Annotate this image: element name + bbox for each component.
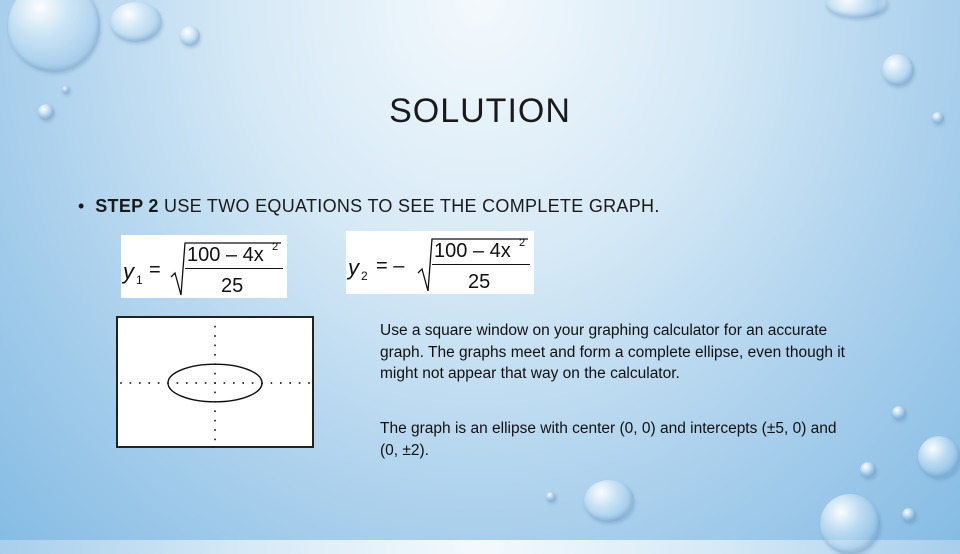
x-axis-tick	[130, 382, 132, 384]
x-axis-tick	[242, 382, 244, 384]
calculator-graph	[116, 316, 314, 448]
x-axis-tick	[271, 382, 273, 384]
x-axis-tick	[158, 382, 160, 384]
y-axis-tick	[214, 373, 216, 375]
slide-title: SOLUTION	[389, 92, 571, 130]
y-axis-tick	[214, 420, 216, 422]
eq2-variable: y	[348, 255, 359, 280]
y-axis-tick	[214, 382, 216, 384]
eq1-variable: y	[123, 259, 134, 284]
x-axis-tick	[195, 382, 197, 384]
droplet-decoration	[826, 0, 888, 18]
step-label: STEP 2	[95, 196, 159, 216]
eq2-numerator: 100 – 4x	[434, 240, 511, 262]
y-axis-tick	[214, 335, 216, 337]
equation-y1	[121, 235, 287, 298]
droplet-decoration	[918, 436, 960, 478]
x-axis-tick	[224, 382, 226, 384]
droplet-decoration	[180, 26, 200, 46]
x-axis-tick	[308, 382, 310, 384]
eq1-subscript: 1	[136, 273, 143, 287]
x-axis-tick	[148, 382, 150, 384]
x-axis-tick	[139, 382, 141, 384]
eq2-equals-minus: = –	[376, 255, 405, 277]
y-axis-tick	[214, 439, 216, 441]
droplet-decoration	[110, 2, 162, 42]
y-axis-tick	[214, 429, 216, 431]
bullet-marker: •	[78, 196, 96, 216]
droplet-decoration	[860, 462, 876, 478]
eq2-fraction-bar	[432, 264, 530, 265]
equation-y2	[346, 231, 534, 294]
droplet-decoration	[8, 0, 100, 72]
eq2-subscript: 2	[361, 269, 368, 283]
droplet-decoration	[902, 508, 916, 522]
x-axis-tick	[205, 382, 207, 384]
conclusion-paragraph: The graph is an ellipse with center (0, 0) and intercepts (±5, 0) and (0, ±2).	[380, 420, 837, 459]
x-axis-tick	[252, 382, 254, 384]
droplet-decoration	[546, 492, 556, 502]
bullet-step	[78, 196, 660, 217]
eq1-numerator: 100 – 4x	[187, 244, 264, 266]
y-axis-tick	[214, 392, 216, 394]
eq1-fraction-bar	[185, 268, 283, 269]
droplet-decoration	[882, 54, 914, 86]
eq1-equals: =	[149, 259, 161, 281]
eq2-denominator: 25	[468, 271, 491, 293]
graph-plot	[118, 318, 312, 446]
droplet-decoration	[820, 494, 880, 554]
explanation-paragraph: Use a square window on your graphing calculator for an accurate graph. The graphs meet and form a complete ellipse, even though it might not appear that way on the calculator.	[380, 322, 845, 382]
droplet-decoration	[892, 406, 906, 420]
droplet-decoration	[584, 480, 634, 522]
x-axis-tick	[186, 382, 188, 384]
x-axis-tick	[120, 382, 122, 384]
eq2-exponent: 2	[519, 237, 526, 249]
y-axis-tick	[214, 326, 216, 328]
x-axis-tick	[289, 382, 291, 384]
eq1-denominator: 25	[221, 275, 244, 297]
eq1-exponent: 2	[272, 241, 279, 253]
y-axis-tick	[214, 354, 216, 356]
step-text: USE TWO EQUATIONS TO SEE THE COMPLETE GRAPH.	[158, 196, 660, 216]
x-axis-tick	[177, 382, 179, 384]
x-axis-tick	[280, 382, 282, 384]
y-axis-tick	[214, 410, 216, 412]
y-axis-tick	[214, 345, 216, 347]
x-axis-tick	[299, 382, 301, 384]
x-axis-tick	[233, 382, 235, 384]
